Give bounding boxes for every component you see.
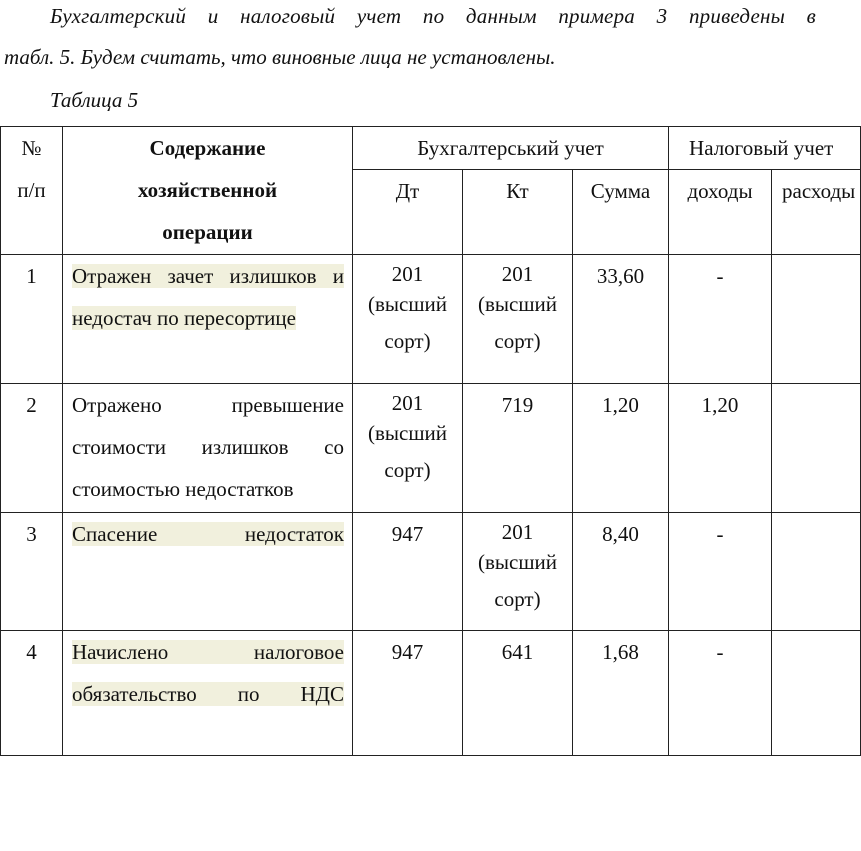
row-operation [63,631,353,756]
header-income: доходы [669,170,772,255]
header-operation-line2: хозяйственной [137,178,278,202]
header-num [1,127,63,255]
row-income: - [669,255,772,384]
row-operation [63,384,353,513]
kt-code: 201 [501,262,534,286]
kt-note: (высший [478,550,557,574]
row-sum: 1,68 [573,631,669,756]
header-sum: Сумма [573,170,669,255]
row-dt [353,255,463,384]
table-row [1,631,861,756]
accounting-table [0,126,861,756]
table-row [1,384,861,513]
row-kt [463,513,573,631]
header-accounting-group: Бухгалтерський учет [353,127,669,170]
row-num: 1 [1,255,63,384]
accounting-table-container [0,126,856,751]
header-kt: Кт [463,170,573,255]
row-dt: 947 [353,631,463,756]
row-dt [353,384,463,513]
row-income: - [669,631,772,756]
row-kt [463,255,573,384]
header-expenses: расходы [772,170,861,255]
operation-text: Спасение недостаток [72,522,344,546]
intro-line-1: Бухгалтерский и налоговый учет по данным примера 3 приведены в [50,4,816,28]
table-row [1,255,861,384]
dt-note: (высший [368,292,447,316]
kt-note: сорт) [494,329,541,353]
row-dt: 947 [353,513,463,631]
header-row-1 [1,127,861,170]
row-operation [63,255,353,384]
dt-code: 201 [391,262,424,286]
header-tax-group: Налоговый учет [669,127,861,170]
header-dt: Дт [353,170,463,255]
header-num-line2: п/п [17,178,46,202]
dt-note: сорт) [384,329,431,353]
intro-line-2: табл. 5. Будем считать, что виновные лица не установлены. [4,45,556,69]
row-expenses [772,513,861,631]
kt-note: сорт) [494,587,541,611]
table-caption: Таблица 5 [50,88,139,112]
header-operation-line3: операции [162,220,253,244]
row-sum: 8,40 [573,513,669,631]
header-num-line1: № [21,136,42,160]
row-num: 4 [1,631,63,756]
operation-text: Отражено превышение стоимости излишков со стоимостью недостатков [72,393,344,501]
table-row [1,513,861,631]
operation-text: Начислено налоговое обязательство по НДС [72,640,344,706]
kt-code: 201 [501,520,534,544]
row-income: 1,20 [669,384,772,513]
row-expenses [772,255,861,384]
row-sum: 33,60 [573,255,669,384]
header-operation [63,127,353,255]
row-kt: 719 [463,384,573,513]
row-expenses [772,384,861,513]
row-num: 2 [1,384,63,513]
row-operation [63,513,353,631]
operation-text: Отражен зачет излишков и недостач по пересортице [72,264,344,330]
dt-note: сорт) [384,458,431,482]
row-num: 3 [1,513,63,631]
header-operation-line1: Содержание [149,136,266,160]
dt-code: 201 [391,391,424,415]
kt-note: (высший [478,292,557,316]
row-kt: 641 [463,631,573,756]
row-sum: 1,20 [573,384,669,513]
dt-note: (высший [368,421,447,445]
row-expenses [772,631,861,756]
row-income: - [669,513,772,631]
